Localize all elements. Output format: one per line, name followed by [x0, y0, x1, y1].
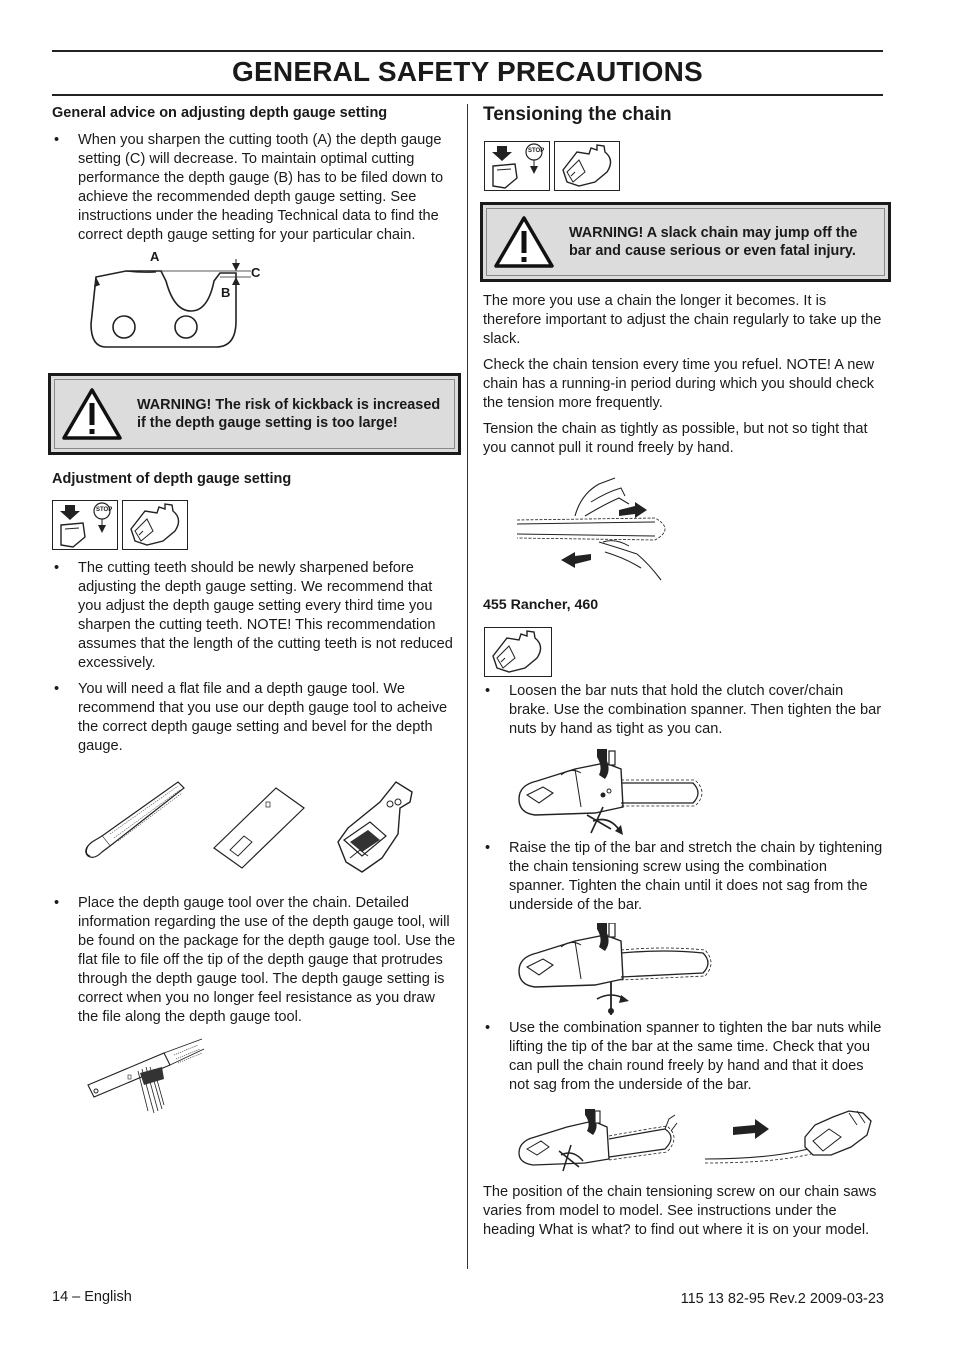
glove-icon	[484, 627, 552, 677]
slack-chain-warning	[480, 202, 891, 282]
tension-steps-list	[483, 839, 885, 915]
paragraph: The position of the chain tensioning screw on our chain saws varies from model to model. See instructions under the heading What is what? to find out where it is on your model.	[483, 1184, 877, 1238]
page-title: GENERAL SAFETY PRECAUTIONS	[232, 56, 703, 87]
hand-chain-drawing	[515, 476, 685, 586]
icon-row	[484, 141, 885, 191]
saw-illustration-3	[515, 1107, 885, 1177]
footer-page-label: 14 – English	[52, 1289, 132, 1305]
adjustment-list	[52, 559, 457, 756]
right-column	[483, 104, 885, 1240]
label-a: A	[150, 249, 160, 264]
label-c: C	[251, 265, 261, 280]
list-item: • Use the combination spanner to tighten the bar nuts while lifting the tip of the bar at the same time. Check that you can pull the chain round freely by hand and that it does not sag from the underside of the bar.	[483, 1019, 885, 1095]
warning-text: WARNING! The risk of kickback is increased if the depth gauge setting is too large!	[137, 396, 441, 431]
stop-label: STOP	[528, 148, 545, 154]
heading-adjustment: Adjustment of depth gauge setting	[52, 471, 292, 487]
list-item: • Loosen the bar nuts that hold the clutch cover/chain brake. Use the combination spanner. Then tighten the bar nuts by hand as tight as you can.	[483, 682, 885, 739]
advice-list	[52, 131, 457, 245]
saw-tension-screw-drawing	[515, 923, 715, 1019]
cutter-diagram	[86, 249, 286, 361]
heading-model: 455 Rancher, 460	[483, 597, 599, 613]
stop-engine-icon	[484, 141, 550, 191]
warning-triangle-icon	[493, 215, 555, 269]
kickback-warning	[48, 373, 461, 455]
saw-illustration-2	[515, 923, 715, 1019]
saw-loosen-nuts-drawing	[515, 749, 705, 837]
depth-gauge-plate-icon	[214, 788, 304, 868]
heading-depth-gauge-advice: General advice on adjusting depth gauge setting	[52, 105, 388, 121]
list-item: • The cutting teeth should be newly sharpened before adjusting the depth gauge setting. We recommend that you adjust the depth gauge setting every third time you sharpen the cutting teeth. NOTE! This recommendation assumes that the length of the cutting teeth is not reduced excessively.	[52, 559, 457, 673]
saw-tighten-and-pull-drawing	[515, 1107, 885, 1177]
icon-row	[484, 627, 885, 677]
flat-file-icon	[86, 782, 184, 857]
footer-doc-ref: 115 13 82-95 Rev.2 2009-03-23	[680, 1291, 884, 1307]
stop-label: STOP	[96, 507, 113, 513]
glove-icon	[122, 500, 188, 550]
list-item: • Raise the tip of the bar and stretch the chain by tightening the chain tensioning screw using the combination spanner. Tighten the chain until it does not sag from the underside of the bar.	[483, 839, 885, 915]
file-gauge-tool-drawing	[80, 778, 460, 884]
depth-gauge-holder-icon	[338, 782, 412, 872]
icon-row	[52, 500, 457, 550]
filing-illustration	[84, 1035, 214, 1119]
header-rule-top	[52, 50, 883, 52]
paragraph: The more you use a chain the longer it becomes. It is therefore important to adjust the chain regularly to take up the slack.	[483, 293, 882, 347]
placement-list	[52, 894, 457, 1027]
heading-tensioning: Tensioning the chain	[483, 104, 672, 125]
list-item: • When you sharpen the cutting tooth (A) the depth gauge setting (C) will decrease. To maintain optimal cutting performance the depth gauge (B) has to be filed down to achieve the recommended depth gauge setting. See instructions under the heading Technical data to find the correct depth gauge setting for your particular chain.	[52, 131, 457, 245]
glove-pull-drawing	[705, 1111, 871, 1163]
warning-text: WARNING! A slack chain may jump off the bar and cause serious or even fatal injury.	[569, 224, 858, 259]
pull-chain-illustration	[515, 476, 685, 586]
label-b: B	[221, 285, 231, 300]
filing-drawing	[84, 1035, 214, 1119]
stop-engine-icon	[52, 500, 118, 550]
header-rule-bottom	[52, 94, 883, 96]
warning-triangle-icon	[61, 387, 123, 441]
list-item: • You will need a flat file and a depth gauge tool. We recommend that you use our depth gauge tool to acheive the correct depth gauge setting and bevel for the depth gauge.	[52, 680, 457, 756]
saw-illustration-1	[515, 749, 705, 837]
left-column	[52, 104, 457, 1119]
tools-illustration	[80, 778, 460, 884]
glove-icon	[554, 141, 620, 191]
tension-steps-list	[483, 682, 885, 739]
paragraph: Tension the chain as tightly as possible, but not so tight that you cannot pull it round freely by hand.	[483, 421, 868, 456]
column-divider	[467, 104, 468, 1269]
tension-steps-list	[483, 1019, 885, 1095]
paragraph: Check the chain tension every time you refuel. NOTE! A new chain has a running-in period during which you should check the tension more frequently.	[483, 357, 875, 411]
list-item: • Place the depth gauge tool over the chain. Detailed information regarding the use of the depth gauge tool, will be found on the package for the depth gauge tool. Use the flat file to file off the tip of the depth gauge that protrudes through the depth gauge tool. The depth gauge setting is correct when you no longer feel resistance as you draw the file along the depth gauge tool.	[52, 894, 457, 1027]
